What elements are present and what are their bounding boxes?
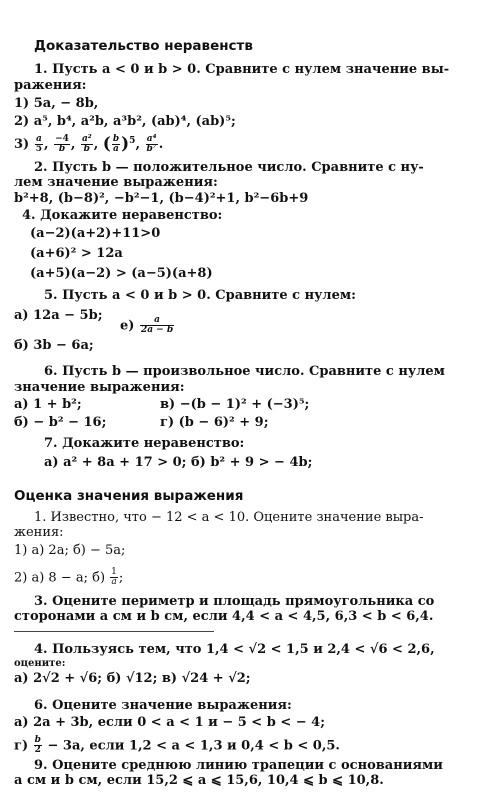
- expression-row: а) 2a + 3b, если 0 < a < 1 и − 5 < b < − 4;: [14, 715, 326, 730]
- expression-row: б) − b² − 16;: [14, 415, 107, 430]
- expression-row: е) $\frac{a}{2a - b}$: [120, 315, 174, 336]
- fraction: $\frac{b}{2}$: [34, 735, 41, 756]
- fraction: $\frac{-4}{b}$: [55, 133, 69, 155]
- problem-text: 1. Известно, что − 12 < a < 10. Оцените значение выра-: [34, 510, 424, 525]
- problem-text: сторонами a см и b см, если 4,4 < a < 4,5, 6,3 < b < 6,4.: [14, 609, 434, 624]
- expression-row: b²+8, (b−8)², −b²−1, (b−4)²+1, b²−6b+9: [14, 191, 309, 206]
- expression-row: 3) $\frac{a}{5}$ , $\frac{-4}{b}$ , $\frac{\text{a²}}{b}$ , ( $\frac{b}{a}$ )$^5$, $\frac{\text{a⁴}}{\text{b⁷}}$ .: [14, 133, 164, 155]
- problem-text: 7. Докажите неравенство:: [44, 436, 245, 451]
- fraction: $\frac{\text{a⁴}}{\text{b⁷}}$: [146, 133, 157, 155]
- problem-text: 9. Оцените среднюю линию трапеции с основаниями: [34, 758, 443, 773]
- problem-text: оцените:: [14, 658, 66, 669]
- problem-text: 4. Докажите неравенство:: [22, 208, 223, 223]
- divider: [14, 631, 214, 632]
- expression-row: 2) а) 8 − a; б) $\frac{1}{a}$ ;: [14, 567, 124, 588]
- expression-row: а) 12a − 5b;: [14, 308, 103, 323]
- problem-text: 2. Пусть b — положительное число. Сравните с ну-: [34, 160, 424, 175]
- fraction: $\frac{a}{5}$: [35, 133, 42, 155]
- inequality: (a+6)² > 12a: [30, 246, 123, 261]
- problem-text: 6. Оцените значение выражения:: [34, 698, 292, 713]
- problem-text: 6. Пусть b — произвольное число. Сравните с нулем: [44, 364, 445, 379]
- problem-text: 3. Оцените периметр и площадь прямоугольника со: [34, 594, 435, 609]
- expression-row: г) (b − 6)² + 9;: [160, 415, 269, 430]
- fraction: $\frac{1}{a}$: [111, 567, 117, 588]
- fraction: $\frac{\text{a²}}{b}$: [81, 133, 92, 155]
- inequality: (a+5)(a−2) > (a−5)(a+8): [30, 266, 213, 281]
- expression-row: г) $\frac{b}{2}$ − 3a, если 1,2 < a < 1,3 и 0,4 < b < 0,5.: [14, 735, 340, 756]
- expression-row: 1) а) 2a; б) − 5a;: [14, 543, 126, 558]
- fraction: $\frac{a}{2a - b}$: [140, 315, 174, 336]
- expression-row: а) 2√2 + √6; б) √12; в) √24 + √2;: [14, 671, 251, 686]
- expression-row: б) 3b − 6a;: [14, 338, 94, 353]
- inequality: (a−2)(a+2)+11>0: [30, 226, 161, 241]
- problem-text: a см и b см, если 15,2 ⩽ a ⩽ 15,6, 10,4 ⩽ b ⩽ 10,8.: [14, 773, 384, 788]
- item-number: 3): [14, 137, 30, 153]
- problem-text: жения:: [14, 525, 64, 540]
- problem-text: 5. Пусть a < 0 и b > 0. Сравните с нулем:: [44, 288, 356, 303]
- expression-row: а) a² + 8a + 17 > 0; б) b² + 9 > − 4b;: [44, 455, 313, 470]
- expression-row: 2) a⁵, b⁴, a²b, a³b², (ab)⁴, (ab)⁵;: [14, 114, 236, 129]
- section-title: Оценка значения выражения: [14, 488, 244, 504]
- problem-text: значение выражения:: [14, 380, 185, 395]
- expression-row: 1) 5a, − 8b,: [14, 96, 99, 111]
- problem-text: ражения:: [14, 78, 87, 93]
- expression-row: а) 1 + b²;: [14, 397, 82, 412]
- problem-text: лем значение выражения:: [14, 175, 218, 190]
- section-title: Доказательство неравенств: [34, 38, 253, 54]
- problem-text: 1. Пусть a < 0 и b > 0. Сравните с нулем значение вы-: [34, 62, 450, 77]
- problem-text: 4. Пользуясь тем, что 1,4 < √2 < 1,5 и 2,4 < √6 < 2,6,: [34, 642, 435, 657]
- expression-row: в) −(b − 1)² + (−3)⁵;: [160, 397, 310, 412]
- fraction: $\frac{b}{a}$: [112, 133, 120, 155]
